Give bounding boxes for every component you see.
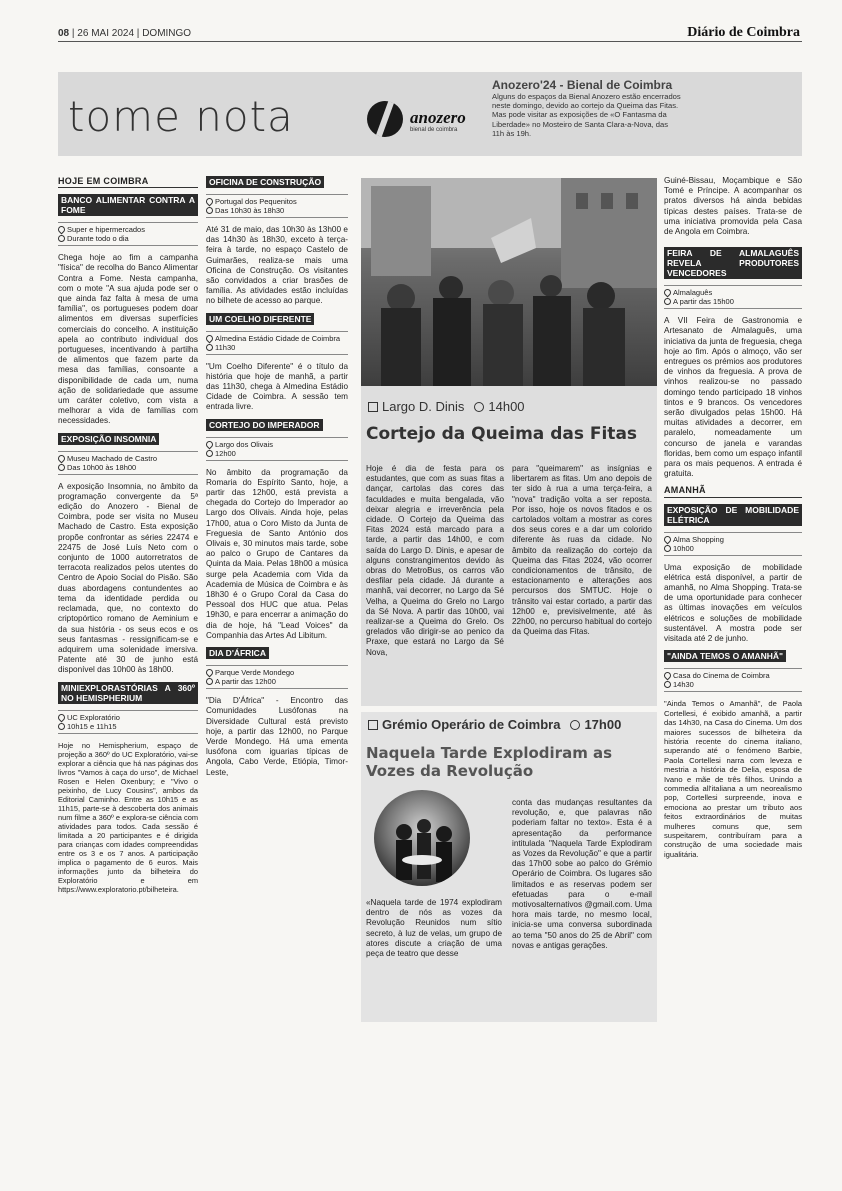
- clock-icon: [58, 464, 65, 471]
- clock-icon: [206, 344, 213, 351]
- event-tag: "AINDA TEMOS O AMANHÃ": [664, 650, 786, 662]
- event-place: Almedina Estádio Cidade de Coimbra: [215, 333, 341, 343]
- clock-icon: [58, 723, 65, 730]
- event-meta: [58, 222, 198, 246]
- event-meta: [58, 710, 198, 734]
- event-time: 12h00: [215, 448, 236, 458]
- clock-icon: [474, 402, 484, 412]
- event-text: "Dia D'África" - Encontro das Comunidades Lusófonas na Diversidade Cultural está previsto hoje, a partir das 12h00, no Parque Verde Mondego. Há uma ementa lusófona com iguarias típicas de Angola, Cabo Verde, Etiópia, Timor-Leste,: [206, 696, 348, 777]
- section-heading-today: HOJE EM COIMBRA: [58, 176, 198, 188]
- clock-icon: [664, 681, 671, 688]
- clock-icon: [206, 450, 213, 457]
- clock-icon: [664, 545, 671, 552]
- event-tag: EXPOSIÇÃO INSOMNIA: [58, 433, 159, 445]
- event-time: Das 10h30 às 18h30: [215, 206, 285, 215]
- article-2-title: Naquela Tarde Explodiram as Vozes da Revolução: [366, 744, 613, 780]
- article-1-time: 14h00: [488, 399, 525, 414]
- event-text: Uma exposição de mobilidade elétrica está disponível, a partir de amanhã, no Alma Shopping. Trata-se de uma oportunidade para conhecer as últimas inovações em veículos elétricos e soluções de mobilidade sustentável. A mostra pode ser visitada até 2 de junho.: [664, 562, 802, 644]
- event-meta: [664, 285, 802, 309]
- event-meta: [206, 437, 348, 461]
- event-time: A partir das 12h00: [215, 677, 276, 687]
- event-tag: CORTEJO DO IMPERADOR: [206, 419, 323, 431]
- event-place: Museu Machado de Castro: [67, 453, 158, 463]
- event-place: Portugal dos Pequenitos: [215, 197, 297, 206]
- location-icon: [205, 439, 215, 449]
- event-tag: BANCO ALIMENTAR CONTRA A FOME: [58, 194, 198, 216]
- location-icon: [205, 333, 215, 343]
- event-tag: OFICINA DE CONSTRUÇÃO: [206, 176, 324, 188]
- event-tag: MINIEXPLORASTÓRIAS A 360º NO HEMISPHERIUM: [58, 682, 198, 704]
- location-icon: [57, 225, 67, 235]
- event-item: [58, 433, 198, 676]
- event-time: A partir das 15h00: [673, 297, 734, 307]
- page-weekday: DOMINGO: [142, 28, 192, 39]
- column-1: [58, 176, 198, 900]
- event-item: [206, 647, 348, 778]
- event-text: Até 31 de maio, das 10h30 às 13h00 e das 14h30 às 18h30, exceto à terça-feira à tarde, no espaço Castelo de Guimarães, realiza-se mais uma Oficina de Construção. Os visitantes são convidados a criar brasões de família. As atividades estão incluídas no bilhete de acesso ao parque.: [206, 225, 348, 306]
- anozero-logo-text: anozero: [410, 108, 466, 127]
- event-meta: [206, 665, 348, 689]
- cortejo-photo: [361, 178, 657, 386]
- section-heading-tomorrow: AMANHÃ: [664, 485, 802, 497]
- article-1-title: Cortejo da Queima das Fitas: [366, 424, 638, 444]
- column-2: [206, 176, 348, 784]
- event-place: Largo dos Olivais: [215, 439, 273, 449]
- event-time: 10h15 e 11h15: [67, 721, 117, 731]
- article-2-left-text: «Naquela tarde de 1974 explodiram dentro de nós as vozes da Revolução Reunidos num sítio secreto, à luz de velas, um grupo de atores discute a criação de uma peça de teatro que desse: [366, 898, 502, 959]
- event-item: [58, 682, 198, 894]
- column-4: [664, 176, 802, 865]
- article-2-location-line: [368, 717, 621, 732]
- article-2-time: 17h00: [584, 717, 622, 732]
- clock-icon: [58, 235, 65, 242]
- event-meta: [206, 194, 348, 218]
- event-meta: [664, 532, 802, 556]
- event-item: [206, 176, 348, 307]
- event-text: "Um Coelho Diferente" é o título da história que hoje de manhã, a partir das 11h30, chega à Almedina Estádio Cidade de Coimbra. A sessão tem entrada livre.: [206, 361, 348, 412]
- page-date: 26 MAI 2024: [77, 28, 135, 39]
- event-place: Super e hipermercados: [67, 225, 145, 235]
- event-text: "Ainda Temos o Amanhã", de Paola Cortellesi, é exibido amanhã, a partir das 14h30, na Casa do Cinema. Um dos maiores sucessos de bilheteira da história recente do cinema italiano, superando até o fenómeno Barbie, Paola Cortellesi narra com leveza e mestria a história de Delia, esposa de Ivano e mãe de três filhos. Unindo a commedia all'italiana a um neorealismo pop, Cortellesi surpreende, inova e emociona ao prestar um tributo aos feitos extraordinários de muitas mulheres comuns que, sem suspeitarem, contribuíram para a construção de uma sociedade mais igualitária.: [664, 699, 802, 859]
- event-text: Hoje no Hemispherium, espaço de projeção a 360º do UC Exploratório, vai-se explorar a ciência que há nas páginas dos livros "Vamos à caça do urso", de Michael Rosen e Helen Oxenbury; e "Vivo o peixinho, de Lucy Cousins", ambos da Editorial Caminho. Entre as 10h15 e as 11h15, parte-se à descoberta dos animais num filme a 360º e explora-se ciência com atividades para todos. Cada sessão é limitada a 20 participantes e é dirigida para crianças com idades compreendidas entre os 3 e os 7 anos. A participação implica o pagamento de 6 euros. Mais informações junto da bilheteira do Exploratório e em https://www.exploratorio.pt/bilheteira.: [58, 740, 198, 894]
- event-text: A VII Feira de Gastronomia e Artesanato de Almalaguês, uma iniciativa da junta de freguesia, chega hoje ao fim. Após o almoço, vão ser entregues os prémios aos produtores de vinhos da freguesia. A prova de vinhos realizou-se no passado domingo tendo participado 18 vinhos tintos e 9 brancos. Os vencedores serão divulgados pelas 15h00. Há muitas atividades a decorrer, em paralelo, nomeadamente um concurso de janela e varandas floridas, bem como um espaço infantil para os mais pequenos. A entrada é gratuita.: [664, 316, 802, 479]
- event-item: [206, 313, 348, 413]
- house-icon: [368, 720, 378, 730]
- crowd-photo-illustration: [361, 178, 657, 386]
- event-meta: [206, 331, 348, 355]
- event-text: No âmbito da programação da Romaria do Espírito Santo, hoje, a partir das 12h00, está prevista a chegada do Cortejo do Imperador ao Largo dos Olivais. Ainda hoje, pelas 17h00, atua o Coro Misto da Junta de Freguesia de Santo António dos Olivais e, 30 minutos mais tarde, sobe ao palco o Grupo de Cantares da Quinta da Maia. Pelas 18h00 a música surge pela Academia com Vida da Academia de Música de Coimbra e às 18h30 é o Grupo Coral da Casa do Pessoal dos HUC que atua. Pelas 19h30, e para encerrar a animação do dia de hoje, há "Lead Voices" da Companhia das Artes Ad Libitum.: [206, 467, 348, 640]
- event-text: A exposição Insomnia, no âmbito da programação convergente da 5ª edição do Anozero - Bienal de Coimbra, pode ser visita no Museu Machado de Castro. Esta exposição propõe confrontar as séries 22474 e 22475 de José Luís Neto com o conjunto de 1000 autorretratos de terracota realizados pelos utentes do Centro de Apoio Social do Pisão. São duas abordagens contundentes ao tema da identidade perdida ou reclamada, que, no contexto do criptopórtico romano de Aeminium e da sua história - os seus ecos e os seus fantasmas - ressignificam-se e adquirem uma solenidade imersiva. Patente até 30 de junho está disponível das 10h00 às 18h00.: [58, 481, 198, 675]
- event-meta: [664, 668, 802, 692]
- dia-africa-continuation: Guiné-Bissau, Moçambique e São Tomé e Príncipe. A acompanhar os pratos diversos há ainda bebidas típicas destes países. Trata-se de uma iniciativa promovida pela Casa de Angola em Coimbra.: [664, 176, 802, 237]
- location-icon: [663, 288, 673, 298]
- event-place: Casa do Cinema de Coimbra: [673, 671, 770, 681]
- event-meta: [58, 451, 198, 475]
- event-place: UC Exploratório: [67, 712, 120, 722]
- clock-icon: [206, 678, 213, 685]
- location-icon: [57, 453, 67, 463]
- section-title: tome nota: [68, 92, 294, 141]
- event-time: Das 10h00 às 18h00: [67, 462, 137, 472]
- location-icon: [205, 668, 215, 678]
- event-text: Chega hoje ao fim a campanha "física" de recolha do Banco Alimentar Contra a Fome. Nesta campanha, com o mote "A sua ajuda pode ser o que ainda faz falta à mesa de uma família", os portugueses podem doar alimentos em diversas superfícies comerciais do concelho. A instituição apela ao contributo individual dos portugueses, incentivando à partilha de alimentos que fazem parte da mesa das famílias, consoante a disponibilidade de cada um, numa ação de solidariedade que assume um caráter coletivo, com vista a melhorar a vida de famílias com necessidades.: [58, 253, 198, 426]
- anozero-logo-icon: [364, 98, 406, 140]
- event-place: Alma Shopping: [673, 534, 724, 544]
- event-place: Parque Verde Mondego: [215, 668, 295, 678]
- event-item: [664, 504, 802, 645]
- location-icon: [205, 197, 215, 207]
- page-number: 08: [58, 28, 70, 39]
- event-item: [206, 419, 348, 641]
- event-time: 11h30: [215, 342, 236, 352]
- anozero-logo-sub: bienal de coimbra: [410, 127, 458, 133]
- event-place: Almalaguês: [673, 288, 713, 298]
- anozero-text: Alguns do espaços da Bienal Anozero estão encerrados neste domingo, devido ao cortejo da Queima das Fitas. Mas pode visitar as exposições de «O Fantasma da Liberdade» no Mosteiro de Santa Clara-a-Nova, das 11h às 19h.: [492, 92, 681, 138]
- event-item: [664, 247, 802, 479]
- location-icon: [663, 534, 673, 544]
- location-icon: [663, 671, 673, 681]
- article-1-right-text: para "queimarem" as insígnias e libertarem as fitas. Um ano depois de ter sido à rua a uma terça-feira, a "nova" tradição volta a ser reposta. Por isso, hoje os novos fitados e os cartolados voltam a mostrar as cores dos seus cores e a dar um colorido diferente às ruas da cidade. No âmbito da realização do cortejo da Queima das Fitas 2024, vão ocorrer condicionamentos de trânsito, de estacionamento e alterações aos percursos dos SMTUC. Hoje o trânsito vai estar cortado, a partir das 12h00 e, previsivelmente, até às 22h00, no percurso habitual do cortejo da Queima das Fitas.: [512, 464, 652, 637]
- event-time: 10h00: [673, 543, 694, 553]
- newspaper-brand: Diário de Coimbra: [687, 25, 800, 40]
- location-icon: [57, 712, 67, 722]
- clock-icon: [664, 298, 671, 305]
- event-tag: DIA D'ÁFRICA: [206, 647, 269, 659]
- clock-icon: [570, 720, 580, 730]
- event-item: [58, 194, 198, 426]
- event-time: 14h30: [673, 680, 694, 690]
- article-2-location: Grémio Operário de Coimbra: [382, 717, 561, 732]
- event-item: [664, 650, 802, 859]
- article-1-location-line: [368, 399, 525, 414]
- page-header: 08 | 26 MAI 2024 | DOMINGO Diário de Coimbra: [58, 25, 800, 40]
- clock-icon: [206, 207, 213, 214]
- article-1-left-text: Hoje é dia de festa para os estudantes, que com as suas fitas a dançar, cartolas das cores das faculdades e muita bengalada, vão deixar alegria e irreverência pela cidade. O Cortejo da Queima das Fitas 2024 está marcado para a tarde, a partir das 14h00, e com saída do Largo D. Dinis, e apesar de alguns constrangimentos devido às obras do MetroBus, os carros vão desfilar pela cidade. Já durante a manhã, vai decorrer, no Largo da Sé Velha, a Queima do Grelo no Largo da Sé Nova. A partir das 10h00, vai realizar-se a Queima do Grelo. Os grelados vão dirigir-se ao penico da Praxe, que estará no Largo da Sé Nova,: [366, 464, 504, 657]
- anozero-heading: Anozero'24 - Bienal de Coimbra: [492, 78, 673, 92]
- event-time: Durante todo o dia: [67, 234, 129, 244]
- actors-photo-illustration: [374, 790, 470, 886]
- article-2-right-text: conta das mudanças resultantes da revolução, e, que palavras não poderiam faltar no texto». Esta é a apresentação da performance intitulada "Naquela Tarde Explodiram as Vozes da Revolução" e que a partir das 17h00 sobe ao palco do Grémio Operário de Coimbra. Os lugares são limitados e as reservas podem ser efetuadas para o e-mail motivosalternativos @gmail.com. Uma hora mais tarde, no mesmo local, inicia-se uma conversa subordinada ao tema "50 anos do 25 de Abril" com novas e antigas gerações.: [512, 798, 652, 950]
- actors-photo: [374, 790, 470, 886]
- article-1-location: Largo D. Dinis: [382, 399, 465, 414]
- event-tag: FEIRA DE ALMALAGUÊS REVELA PRODUTORES VENCEDORES: [664, 247, 802, 279]
- event-tag: EXPOSIÇÃO DE MOBILIDADE ELÉTRICA: [664, 504, 802, 526]
- event-tag: UM COELHO DIFERENTE: [206, 313, 314, 325]
- house-icon: [368, 402, 378, 412]
